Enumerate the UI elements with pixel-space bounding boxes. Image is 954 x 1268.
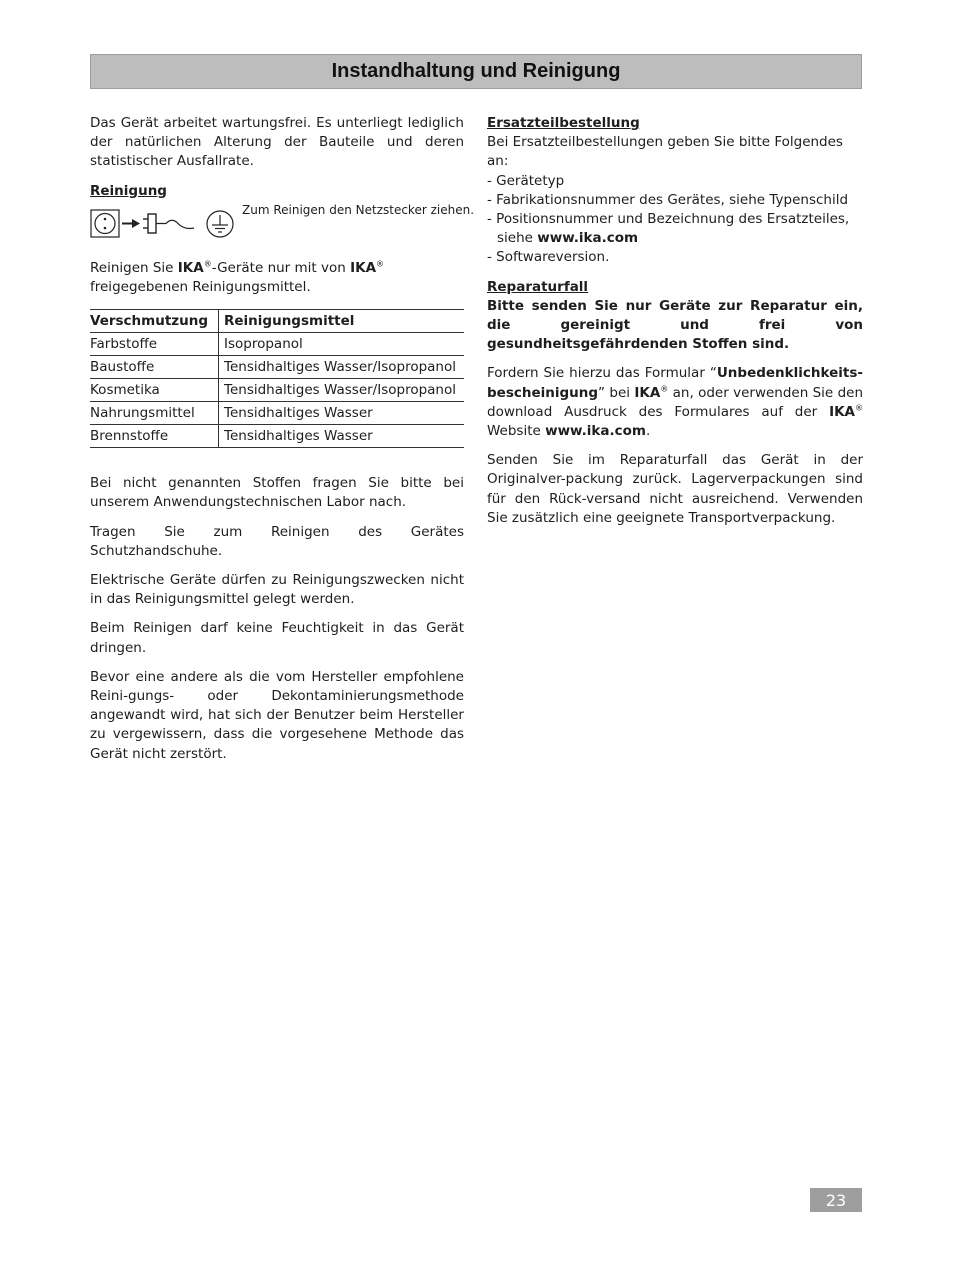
arrow-right-icon (122, 219, 140, 228)
ersatzteil-list (487, 172, 863, 268)
list-item: - Gerätetyp (487, 172, 565, 189)
table-cell: Tensidhaltiges Wasser/Isopropanol (219, 356, 465, 379)
table-header-row (90, 310, 464, 333)
list-item: - Fabrikationsnummer des Gerätes, siehe Typenschild (487, 191, 849, 208)
page-title: Instandhaltung und Reinigung (331, 60, 621, 82)
table-cell: Tensidhaltiges Wasser (219, 402, 465, 425)
formular-paragraph: Fordern Sie hierzu das Formular “Unbedenklichkeits-bescheinigung” bei IKA® an, oder verwenden Sie den download Ausdruck des Formulares auf der IKA® Website www.ika.com. (487, 365, 864, 440)
cleaning-agents-table (90, 309, 464, 448)
left-column (90, 114, 475, 774)
ika-cleaning-paragraph: Reinigen Sie IKA®-Geräte nur mit von IKA® freigegebenen Reinigungsmittel. (90, 259, 385, 296)
paragraph-no-immersion: Elektrische Geräte dürfen zu Reinigungszwecken nicht in das Reinigungsmittel gelegt werden. (90, 572, 464, 608)
right-column (487, 114, 863, 538)
ersatzteil-intro: Bei Ersatzteilbestellungen geben Sie bitte Folgendes an: (487, 134, 843, 170)
intro-paragraph: Das Gerät arbeitet wartungsfrei. Es unterliegt lediglich der natürlichen Alterung der Bauteile und deren statistischer Ausfallrate. (90, 115, 464, 170)
section-header-bar (90, 54, 862, 89)
paragraph-no-moisture: Beim Reinigen darf keine Feuchtigkeit in das Gerät dringen. (90, 620, 464, 656)
table-cell: Isopropanol (219, 333, 465, 356)
ersatzteil-heading: Ersatzteilbestellung (487, 115, 640, 131)
table-row (90, 356, 464, 379)
table-cell: Brennstoffe (90, 425, 219, 448)
socket-icon (91, 210, 119, 237)
reparatur-warning: Bitte senden Sie nur Geräte zur Reparatur ein, die gereinigt und frei von gesundheitsgefährdenden Stoffen sind. (487, 297, 863, 353)
page-number: 23 (810, 1188, 862, 1212)
unplug-note: Zum Reinigen den Netzstecker ziehen. (242, 202, 475, 217)
plug-icon (143, 214, 194, 233)
ika-brand: IKA (634, 384, 661, 401)
list-item: - Positionsnummer und Bezeichnung des Ersatzteiles, (487, 211, 850, 228)
reinigung-heading: Reinigung (90, 182, 167, 199)
reparatur-heading: Reparaturfall (487, 278, 589, 295)
senden-paragraph: Senden Sie im Reparaturfall das Gerät in der Originalver-packung zurück. Lagerverpackungen sind für den Rück-versand nicht ausreichend. Verwenden Sie zusätzlich eine geeignete Transportverpackung. (487, 452, 863, 526)
table-cell: Nahrungsmittel (90, 402, 219, 425)
list-item: siehe www.ika.com (497, 230, 639, 247)
paragraph-gloves: Tragen Sie zum Reinigen des Gerätes Schutzhandschuhe. (90, 523, 464, 559)
column-header: Reinigungsmittel (219, 310, 465, 333)
list-item: - Softwareversion. (487, 249, 610, 266)
ika-brand: IKA (177, 259, 204, 276)
table-row (90, 425, 464, 448)
ika-brand: IKA (350, 259, 377, 276)
table-cell: Kosmetika (90, 379, 219, 402)
ground-icon (207, 211, 233, 237)
paragraph-other-methods: Bevor eine andere als die vom Hersteller empfohlene Reini-gungs- oder Dekontaminierungsmethode angewandt wird, hat sich der Benutzer beim Hersteller zu vergewissern, dass die vorgesehene Methode das Gerät nicht zerstört. (90, 668, 464, 762)
ika-brand: IKA (829, 403, 855, 420)
table-cell: Tensidhaltiges Wasser (219, 425, 465, 448)
table-row (90, 333, 464, 356)
ika-website-link[interactable]: www.ika.com (545, 423, 646, 440)
table-cell: Tensidhaltiges Wasser/Isopropanol (219, 379, 465, 402)
table-row (90, 379, 464, 402)
table-row (90, 402, 464, 425)
column-header: Verschmutzung (90, 310, 219, 333)
unplug-symbol-row (90, 202, 475, 241)
table-cell: Farbstoffe (90, 333, 219, 356)
paragraph-other-substances: Bei nicht genannten Stoffen fragen Sie bitte bei unserem Anwendungstechnischen Labor nach. (90, 475, 464, 511)
unplug-symbols (90, 207, 236, 241)
ika-website-link[interactable]: www.ika.com (537, 230, 639, 247)
table-cell: Baustoffe (90, 356, 219, 379)
